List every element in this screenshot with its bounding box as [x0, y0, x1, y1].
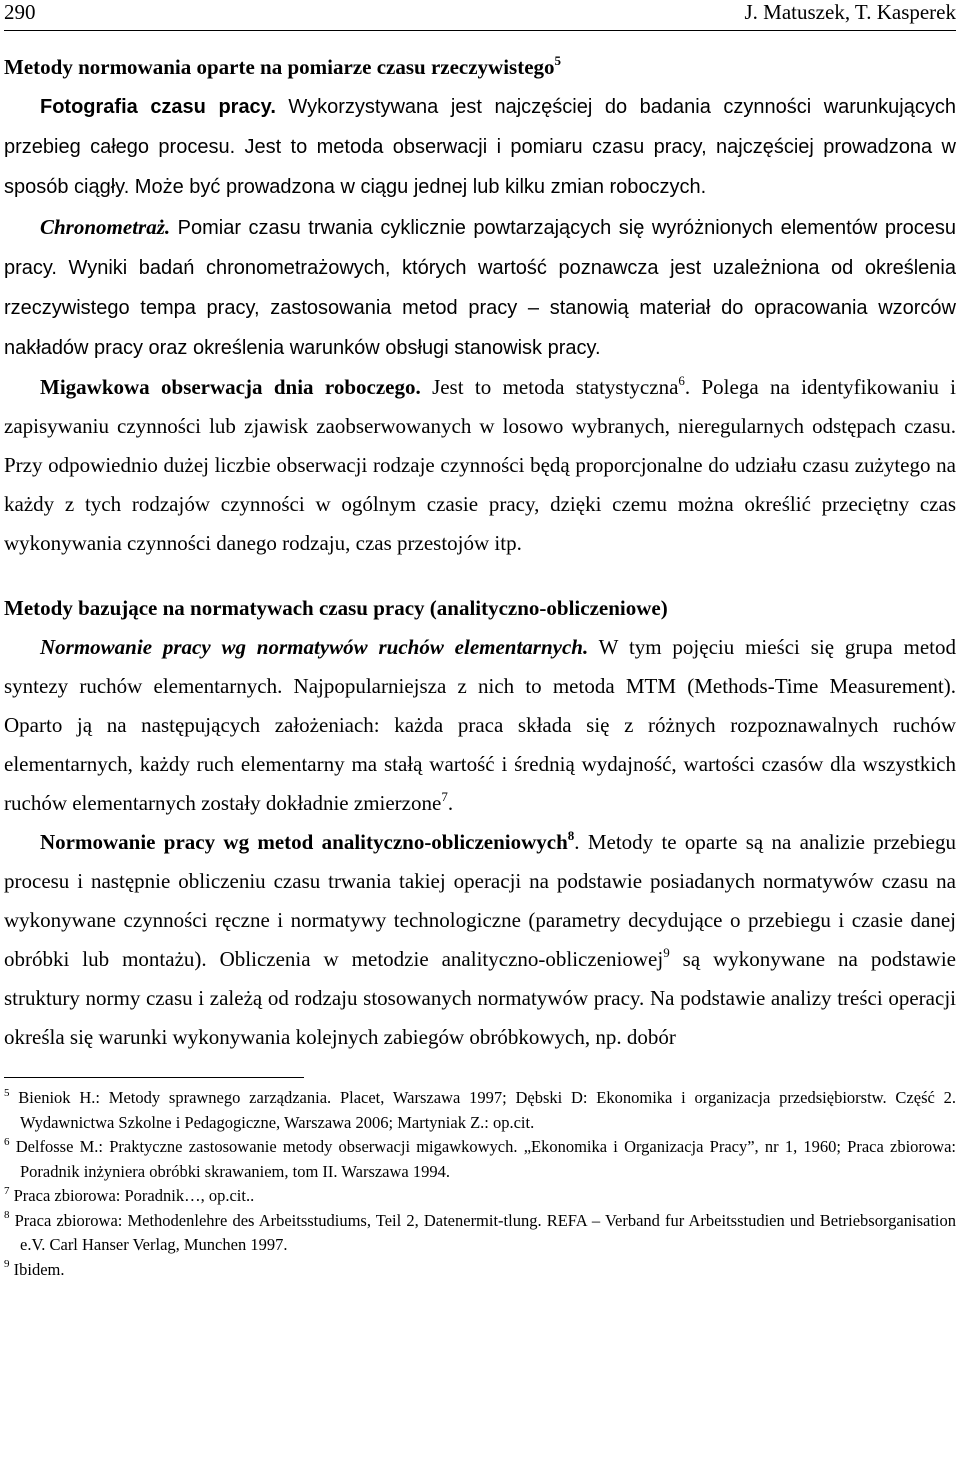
- text-migawkowa-b: . Polega na identyfikowaniu i zapisywaniu czynności lub zjawisk zaobserwowanych w losowo wybranych, nieregularnych odstępach czasu. Przy odpowiednio dużej liczbie obserwacji rodzaje czynności będą proporcjonalne do udziału czasu zużytego na każdy z tych rodzajów czynności w ogólnym czasie pracy, dzięki czemu można określić przeciętny czas wykonywania czynności danego rodzaju, czas przestojów itp.: [4, 375, 957, 555]
- footnote-number: 5: [4, 1086, 10, 1099]
- footnote-8: [4, 1209, 956, 1258]
- footnote-ref: 7: [441, 789, 448, 804]
- page-body: [4, 48, 956, 1282]
- footnote-5: [4, 1086, 956, 1135]
- text-normowanie-ruchow-a: W tym pojęciu mieści się grupa metod syntezy ruchów elementarnych. Najpopularniejsza z nich to metoda MTM (Methods-Time Measurement). Opartо ją na następujących założeniach: każda praca składa się z różnych rozpoznawalnych ruchów elementarnych, każdy ruch elementarny ma stałą wartość i średnią wydajność, wartości czasów dla wszystkich ruchów elementarnych zostały dokładnie zmierzone: [4, 635, 956, 815]
- text-chronometraz: Pomiar czasu trwania cyklicznie powtarzających się wyróżnionych elementów procesu pracy. Wyniki badań chronometrażowych, których wartość poznawcza jest uzależniona od określenia rzeczywistego tempa pracy, zastosowania metod pracy – stanowią materiał do opracowania wzorców nakładów pracy oraz określenia warunków obsługi stanowisk pracy.: [4, 217, 956, 359]
- text-normowanie-metod-a: . Metody te oparte są na analizie przebiegu procesu i następnie obliczeniu czasu trwania takiej operacji na podstawie posiadanych normatywów czasu na wykonywane czynności ręczne i normatywy technologiczne (parametry decydujące o przebiegu i czasie danej obróbki lub montażu). Obliczenia w metodzie analityczno-obliczeniowej: [4, 830, 956, 971]
- footnote-6: [4, 1135, 956, 1184]
- spacer: [4, 563, 956, 589]
- section-heading-2: Metody bazujące na normatywach czasu pracy (analityczno-obliczeniowe): [4, 596, 668, 620]
- paragraph-normowanie-metod: [4, 823, 956, 1057]
- term-normowanie-ruchow: Normowanie pracy wg normatywów ruchów elementarnych.: [40, 635, 589, 659]
- paragraph-normowanie-ruchow: [4, 628, 956, 823]
- footnote-number: 8: [4, 1209, 10, 1221]
- text-normowanie-metod-b: są wykonywane na podstawie struktury normy czasu i zależą od rodzaju stosowanych normatywów pracy. Na podstawie analizy treści operacji określa się warunki wykonywania kolejnych zabiegów obróbkowych, np. dobór: [4, 947, 956, 1049]
- footnote-ref: 5: [554, 53, 562, 68]
- footnote-7: [4, 1184, 956, 1209]
- footnote-text: Bieniok H.: Metody sprawnego zarządzania. Placet, Warszawa 1997; Dębski D: Ekonomika i organizacja przedsiębiorstw. Część 2. Wydawnictwa Szkolne i Pedagogiczne, Warszawa 2006; Martyniak Z.: op.cit.: [9, 1088, 956, 1132]
- footnote-ref: 8: [567, 828, 575, 843]
- term-fotografia: Fotografia czasu pracy.: [40, 96, 276, 118]
- term-normowanie-metod: Normowanie pracy wg metod analityczno-obliczeniowych: [40, 830, 568, 854]
- footnote-number: 7: [4, 1184, 10, 1197]
- paragraph-migawkowa: [4, 368, 956, 563]
- footnote-number: 6: [4, 1135, 10, 1148]
- term-migawkowa: Migawkowa obserwacja dnia roboczego.: [40, 375, 421, 399]
- sans-block: [4, 87, 956, 368]
- footnote-separator: [4, 1077, 304, 1078]
- footnote-text: Delfosse M.: Praktyczne zastosowanie metody obserwacji migawkowych. „Ekonomika i Organizacja Pracy”, nr 1, 1960; Praca zbiorowa: Poradnik inżyniera obróbki skrawaniem, tom II. Warszawa 1994.: [9, 1137, 956, 1181]
- header-authors: J. Matuszek, T. Kasperek: [744, 0, 956, 24]
- footnote-text: Ibidem.: [9, 1259, 65, 1279]
- paragraph-chronometraz: [4, 207, 956, 368]
- page-number: 290: [4, 0, 36, 24]
- text-fotografia: Wykorzystywana jest najczęściej do badania czynności warunkujących przebieg całego procesu. Jest to metoda obserwacji i pomiaru czasu pracy, najczęściej prowadzona w sposób ciągły. Może być prowadzona w ciągu jednej lub kilku zmian roboczych.: [4, 96, 956, 198]
- footnotes: [4, 1086, 956, 1282]
- section-heading-1-text: Metody normowania oparte na pomiarze czasu rzeczywistego: [4, 55, 555, 79]
- text-migawkowa-a: Jest to metoda statystyczna: [420, 375, 679, 399]
- section-heading-1: [4, 48, 956, 87]
- paragraph-fotografia: [4, 87, 956, 207]
- footnote-ref: 6: [678, 373, 685, 388]
- footnote-text: Praca zbiorowa: Poradnik…, op.cit..: [9, 1186, 255, 1205]
- running-header: [4, 0, 956, 31]
- text-normowanie-ruchow-b: .: [447, 791, 454, 815]
- footnote-number: 9: [4, 1258, 10, 1270]
- footnote-ref: 9: [663, 945, 670, 960]
- footnote-text: Praca zbiorowa: Methodenlehre des Arbeitsstudiums, Teil 2, Datenermit-tlung. REFA – Verband fur Arbeitsstudien und Betriebsorganisation e.V. Carl Hanser Verlag, Munchen 1997.: [9, 1210, 956, 1254]
- term-chronometraz: Chronometraż.: [40, 215, 171, 239]
- footnote-9: [4, 1258, 956, 1283]
